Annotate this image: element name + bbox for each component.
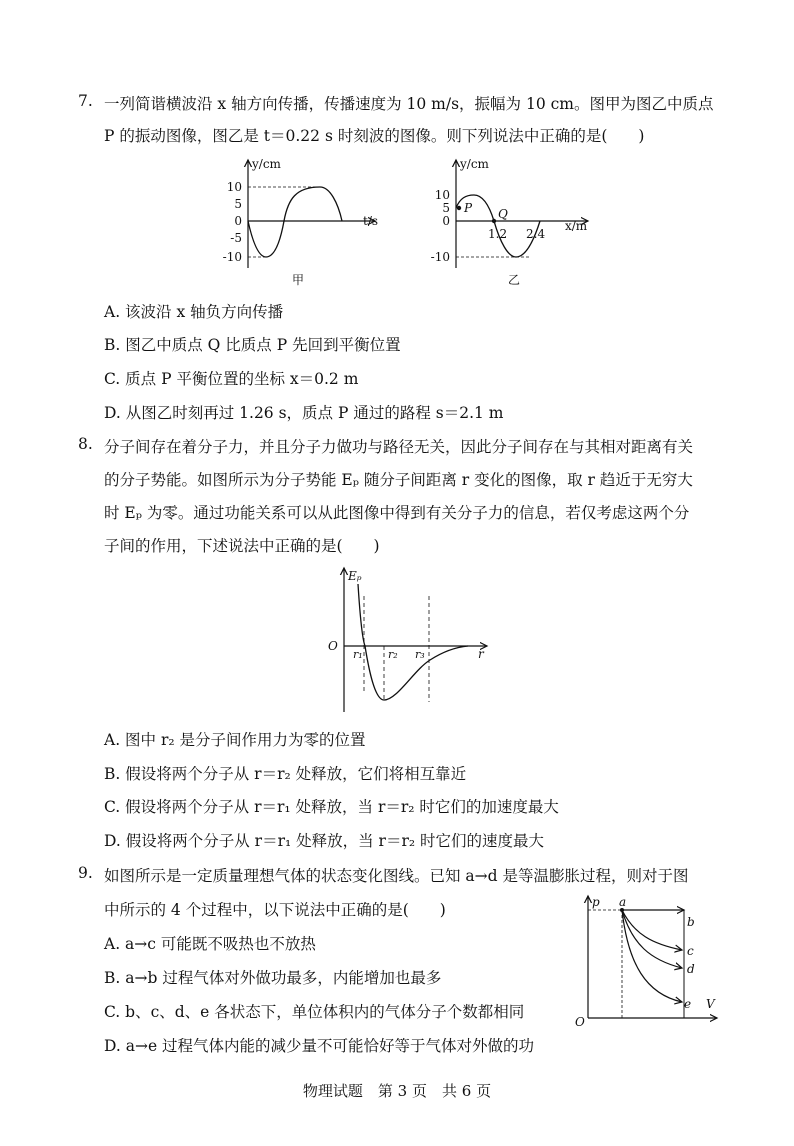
- q9-number: 9.: [78, 864, 93, 882]
- q7-stem-line1: 一列简谐横波沿 x 轴方向传播，传播速度为 10 m/s，振幅为 10 cm。图甲为图乙中质点: [104, 95, 714, 113]
- jia-tick-m10: -10: [222, 250, 242, 264]
- q8-stem-line4: 子间的作用，下述说法中正确的是( ): [104, 537, 380, 555]
- yi-x-label: x/m: [565, 219, 588, 233]
- q9-stem-line1: 如图所示是一定质量理想气体的状态变化图线。已知 a→d 是等温膨胀过程，则对于图: [104, 867, 689, 885]
- q9-graph: [572, 894, 722, 1029]
- yi-tick-0: 0: [442, 214, 450, 228]
- q9-y-label: p: [592, 895, 600, 909]
- jia-tick-m5: -5: [230, 231, 242, 245]
- jia-tick-5: 5: [234, 197, 242, 211]
- q8-r3: r₃: [415, 648, 425, 661]
- yi-point-p: [457, 206, 461, 210]
- q8-curve: [358, 584, 468, 700]
- yi-caption: 乙: [508, 273, 521, 287]
- q8-x-label: r: [478, 647, 484, 661]
- q9-label-c: c: [687, 944, 694, 958]
- q8-origin: O: [328, 639, 338, 653]
- q9-option-d: D. a→e 过程气体内能的减少量不可能恰好等于气体对外做的功: [104, 1037, 535, 1055]
- q9-label-a: a: [619, 895, 627, 909]
- q7-number: 7.: [78, 92, 93, 110]
- q8-number: 8.: [78, 435, 93, 453]
- q8-stem-line1: 分子间存在着分子力，并且分子力做功与路径无关，因此分子间存在与其相对距离有关: [104, 438, 694, 456]
- q9-option-a: A. a→c 可能既不吸热也不放热: [104, 935, 316, 953]
- q8-r1: r₁: [353, 648, 363, 661]
- q8-option-d: D. 假设将两个分子从 r＝r₁ 处释放，当 r＝r₂ 时它们的速度最大: [104, 832, 545, 850]
- q7-graph-jia: [220, 158, 380, 288]
- jia-tick-10: 10: [226, 180, 242, 194]
- jia-y-label: y/cm: [252, 157, 281, 171]
- q9-origin: O: [575, 1015, 585, 1029]
- q7-option-d: D. 从图乙时刻再过 1.26 s，质点 P 通过的路程 s＝2.1 m: [104, 404, 504, 422]
- yi-xtick-2: 2.4: [526, 227, 546, 241]
- yi-label-q: Q: [498, 207, 508, 221]
- q9-path-ad: [622, 910, 682, 968]
- q8-option-a: A. 图中 r₂ 是分子间作用力为零的位置: [104, 731, 366, 749]
- yi-tick-m10: -10: [430, 250, 450, 264]
- q9-stem-line2: 中所示的 4 个过程中，以下说法中正确的是( ): [104, 901, 446, 919]
- jia-caption: 甲: [292, 273, 305, 287]
- q9-path-ac: [622, 910, 682, 950]
- q9-option-c: C. b、c、d、e 各状态下，单位体积内的气体分子个数都相同: [104, 1003, 525, 1021]
- q9-option-b: B. a→b 过程气体对外做功最多，内能增加也最多: [104, 969, 442, 987]
- yi-tick-10: 10: [434, 188, 450, 202]
- q7-stem-line2: P 的振动图像，图乙是 t＝0.22 s 时刻波的图像。则下列说法中正确的是( ): [104, 127, 645, 145]
- q8-option-b: B. 假设将两个分子从 r＝r₂ 处释放，它们将相互靠近: [104, 765, 467, 783]
- page-footer: 物理试题 第 3 页 共 6 页: [302, 1082, 492, 1100]
- yi-y-label: y/cm: [460, 157, 489, 171]
- q7-graph-yi: [428, 158, 598, 288]
- jia-x-label: t/s: [363, 214, 379, 228]
- q9-label-d: d: [687, 962, 695, 976]
- q9-label-e: e: [684, 997, 692, 1011]
- q8-y-label: Eₚ: [348, 569, 362, 583]
- q9-x-label: V: [706, 997, 715, 1011]
- q8-stem-line2: 的分子势能。如图所示为分子势能 Eₚ 随分子间距离 r 变化的图像，取 r 趋近于无穷大: [104, 471, 693, 489]
- q8-option-c: C. 假设将两个分子从 r＝r₁ 处释放，当 r＝r₂ 时它们的加速度最大: [104, 798, 559, 816]
- q7-option-c: C. 质点 P 平衡位置的坐标 x＝0.2 m: [104, 370, 359, 388]
- jia-tick-0: 0: [234, 214, 242, 228]
- q8-r2: r₂: [388, 648, 398, 661]
- yi-xtick-1: 1.2: [488, 227, 508, 241]
- q9-label-b: b: [687, 915, 695, 929]
- q8-stem-line3: 时 Eₚ 为零。通过功能关系可以从此图像中得到有关分子力的信息，若仅考虑这两个分: [104, 504, 690, 522]
- q7-option-a: A. 该波沿 x 轴负方向传播: [104, 303, 284, 321]
- yi-label-p: P: [464, 201, 473, 215]
- q8-graph: [322, 566, 502, 716]
- yi-point-q: [492, 219, 496, 223]
- yi-tick-5: 5: [442, 201, 450, 215]
- jia-curve: [248, 187, 342, 257]
- q7-option-b: B. 图乙中质点 Q 比质点 P 先回到平衡位置: [104, 336, 401, 354]
